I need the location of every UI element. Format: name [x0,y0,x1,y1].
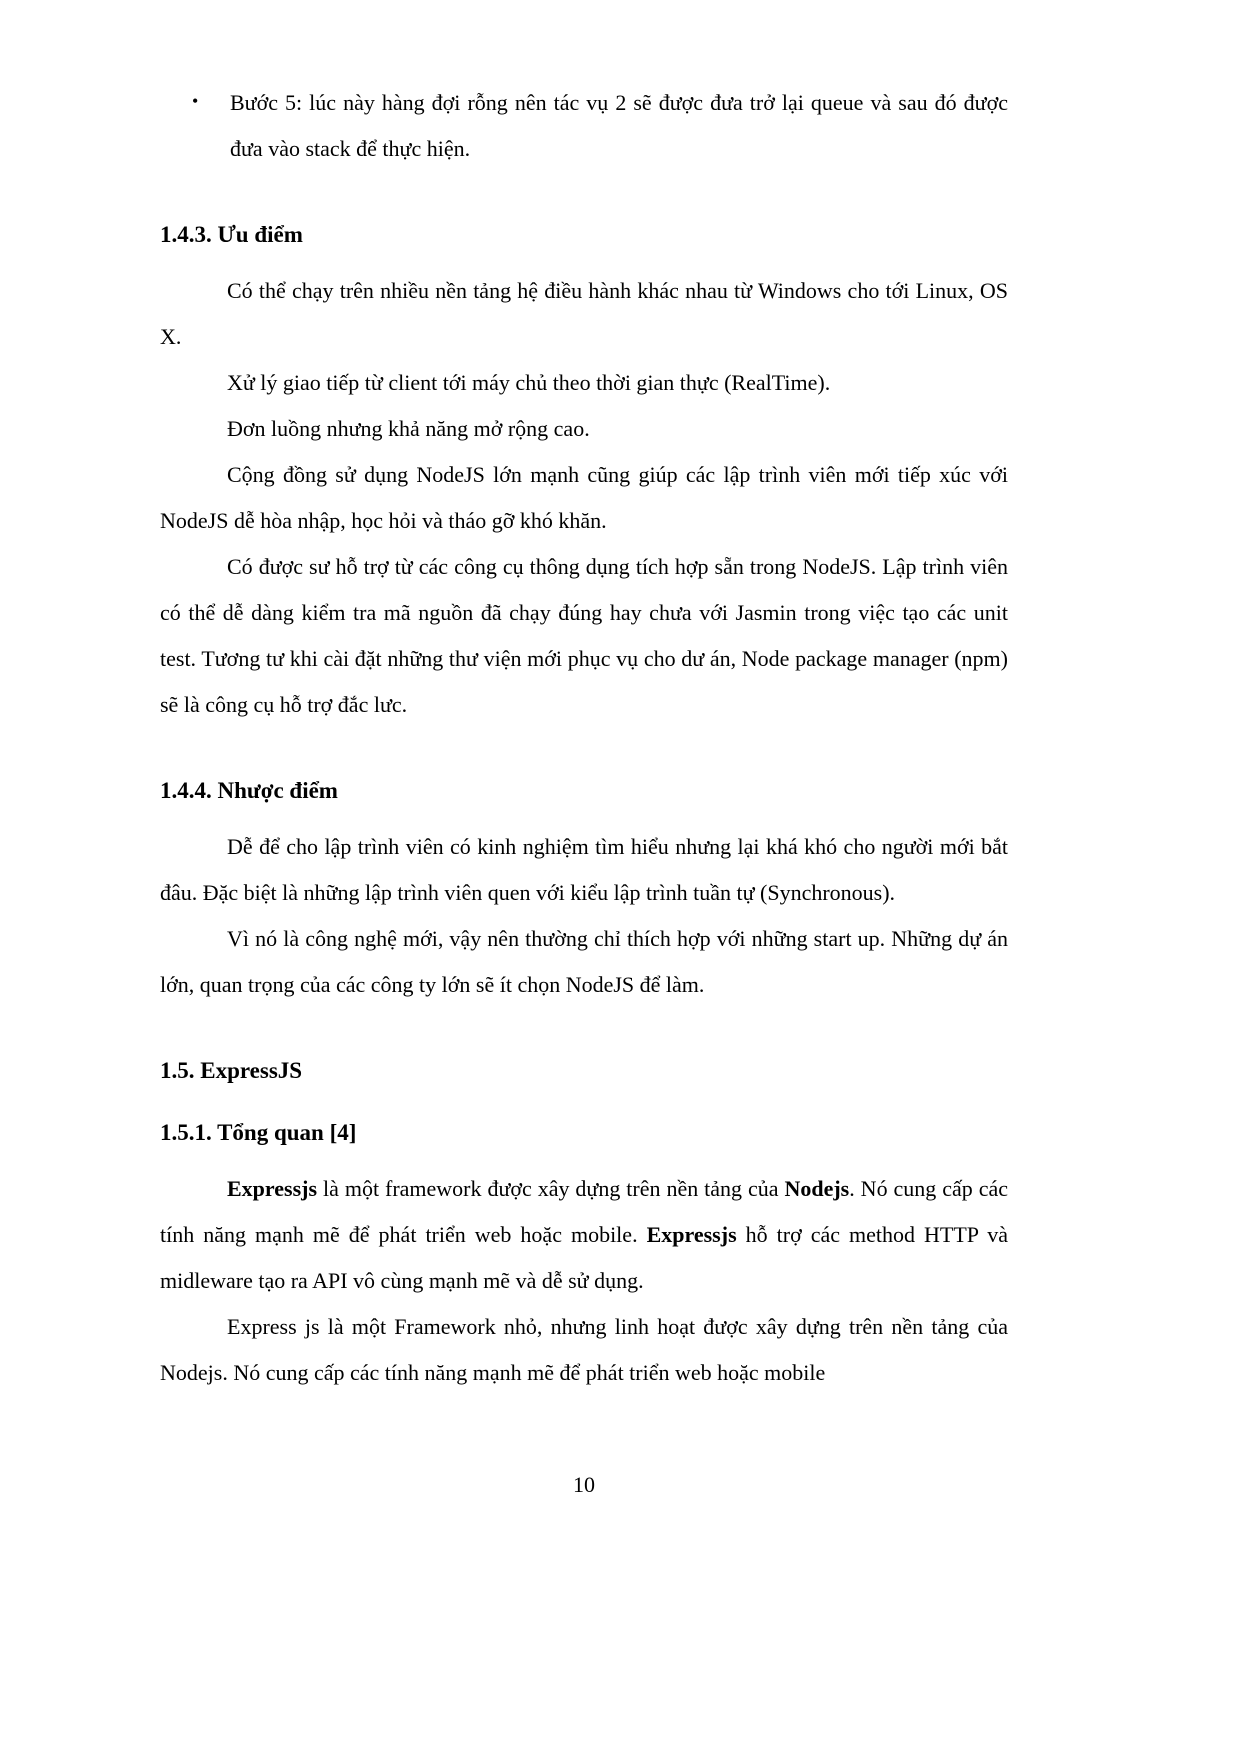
paragraph: Vì nó là công nghệ mới, vậy nên thường chỉ thích hợp với những start up. Những dự án lớn, quan trọng của các công ty lớn sẽ ít chọn NodeJS để làm. [160,926,1008,997]
paragraph: Xử lý giao tiếp từ client tới máy chủ theo thời gian thực (RealTime). [227,370,831,395]
paragraph-text: . Nó cung cấp các tính năng mạnh mẽ để phát triển web hoặc mobile. [160,1176,1008,1247]
paragraph-text: là một framework được xây dựng trên nền tảng của [317,1176,785,1201]
section-heading-143: 1.4.3. Ưu điểm [160,222,303,247]
bold-text: Expressjs [227,1176,318,1201]
page-number: 10 [573,1472,595,1497]
paragraph: Dễ để cho lập trình viên có kinh nghiệm tìm hiểu nhưng lại khá khó cho người mới bắt đâu. Đặc biệt là những lập trình viên quen với kiểu lập trình tuần tự (Synchronous). [160,834,1008,905]
list-item-text: Bước 5: lúc này hàng đợi rỗng nên tác vụ 2 sẽ được đưa trở lại queue và sau đó được đưa vào stack để thực hiện. [230,90,1008,161]
paragraph-text: hỗ trợ các method HTTP và midleware tạo ra API vô cùng mạnh mẽ và dễ sử dụng. [160,1222,1008,1293]
paragraph [160,1166,1008,1304]
bullet-icon: • [192,91,199,111]
bold-text: Expressjs [646,1222,737,1247]
section-heading-151: 1.5.1. Tổng quan [4] [160,1120,357,1145]
paragraph: Có được sư hỗ trợ từ các công cụ thông dụng tích hợp sẵn trong NodeJS. Lập trình viên có thể dễ dàng kiểm tra mã nguồn đã chạy đúng hay chưa với Jasmin trong việc tạo các unit test. Tương tư khi cài đặt những thư viện mới phục vụ cho dư án, Node package manager (npm) sẽ là công cụ hỗ trợ đắc lưc. [160,554,1008,717]
paragraph: Express js là một Framework nhỏ, nhưng linh hoạt được xây dựng trên nền tảng của Nodejs. Nó cung cấp các tính năng mạnh mẽ để phát triển web hoặc mobile [160,1314,1008,1385]
paragraph: Cộng đồng sử dụng NodeJS lớn mạnh cũng giúp các lập trình viên mới tiếp xúc với NodeJS dễ hòa nhập, học hỏi và tháo gỡ khó khăn. [160,462,1008,533]
bold-text: Nodejs [784,1176,850,1201]
section-heading-15: 1.5. ExpressJS [160,1058,303,1083]
paragraph: Có thể chạy trên nhiều nền tảng hệ điều hành khác nhau từ Windows cho tới Linux, OS X. [160,278,1008,349]
page-content [160,0,1008,1396]
section-heading-144: 1.4.4. Nhược điểm [160,778,338,803]
list-item [160,80,1008,172]
paragraph: Đơn luồng nhưng khả năng mở rộng cao. [227,416,590,441]
